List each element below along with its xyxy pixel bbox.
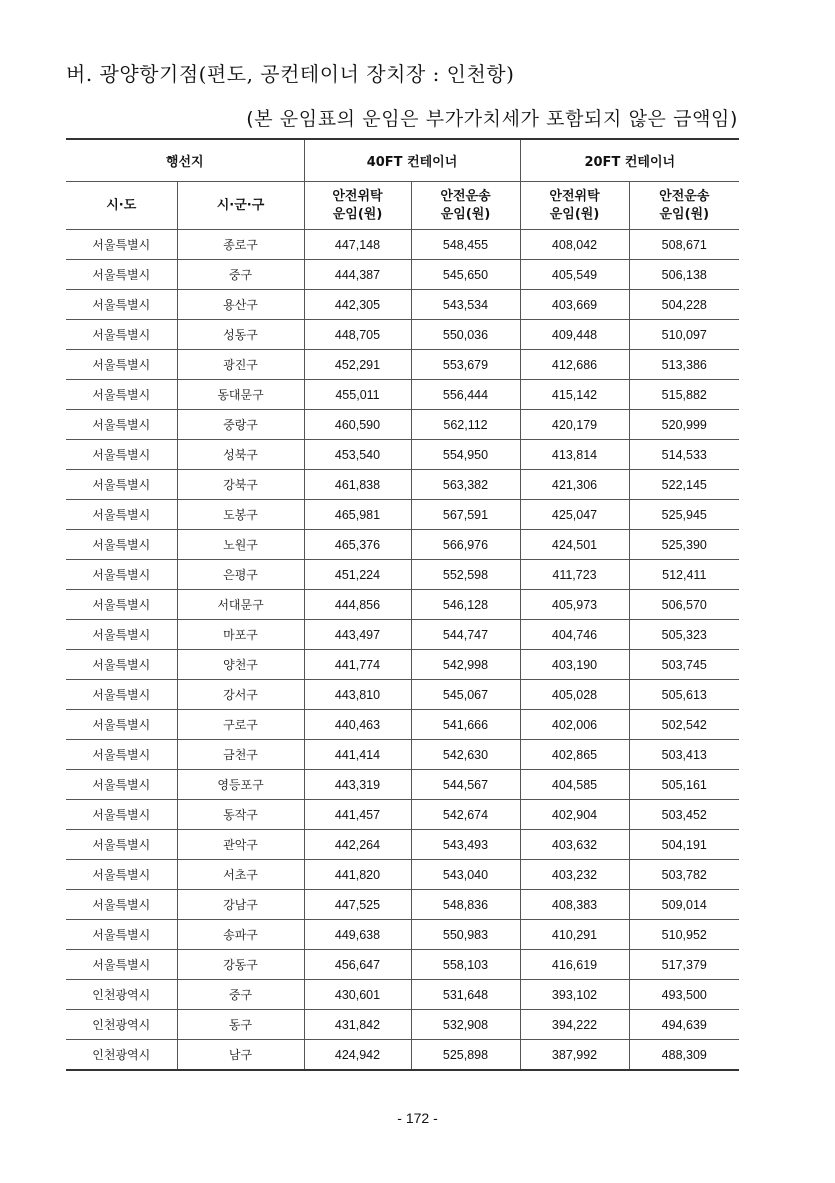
- cell-40ft-safe-consign: 440,463: [304, 710, 411, 740]
- cell-20ft-safe-consign: 387,992: [520, 1040, 629, 1071]
- cell-sigungu: 관악구: [177, 830, 304, 860]
- header-row-columns: [66, 182, 739, 230]
- cell-sigungu: 강남구: [177, 890, 304, 920]
- cell-20ft-safe-consign: 416,619: [520, 950, 629, 980]
- cell-sido: 서울특별시: [66, 530, 177, 560]
- cell-sigungu: 광진구: [177, 350, 304, 380]
- cell-20ft-safe-transport: 506,570: [629, 590, 739, 620]
- cell-40ft-safe-transport: 546,128: [411, 590, 520, 620]
- cell-40ft-safe-consign: 443,319: [304, 770, 411, 800]
- cell-20ft-safe-consign: 393,102: [520, 980, 629, 1010]
- cell-20ft-safe-transport: 517,379: [629, 950, 739, 980]
- cell-40ft-safe-transport: 548,836: [411, 890, 520, 920]
- cell-40ft-safe-transport: 544,747: [411, 620, 520, 650]
- cell-20ft-safe-transport: 505,613: [629, 680, 739, 710]
- cell-20ft-safe-transport: 488,309: [629, 1040, 739, 1071]
- cell-40ft-safe-transport: 552,598: [411, 560, 520, 590]
- cell-20ft-safe-transport: 512,411: [629, 560, 739, 590]
- cell-40ft-safe-transport: 543,534: [411, 290, 520, 320]
- cell-sido: 서울특별시: [66, 860, 177, 890]
- cell-40ft-safe-consign: 444,387: [304, 260, 411, 290]
- cell-20ft-safe-transport: 508,671: [629, 230, 739, 260]
- cell-40ft-safe-transport: 554,950: [411, 440, 520, 470]
- cell-20ft-safe-transport: 505,323: [629, 620, 739, 650]
- freight-rate-table: [66, 138, 739, 1071]
- cell-sigungu: 동구: [177, 1010, 304, 1040]
- cell-40ft-safe-transport: 545,650: [411, 260, 520, 290]
- cell-40ft-safe-consign: 447,525: [304, 890, 411, 920]
- table-row: [66, 860, 739, 890]
- header-20ft: 20FT 컨테이너: [520, 139, 739, 182]
- cell-20ft-safe-consign: 405,028: [520, 680, 629, 710]
- cell-sigungu: 구로구: [177, 710, 304, 740]
- cell-40ft-safe-consign: 465,376: [304, 530, 411, 560]
- table-row: [66, 830, 739, 860]
- cell-sigungu: 송파구: [177, 920, 304, 950]
- cell-20ft-safe-transport: 503,782: [629, 860, 739, 890]
- table-row: [66, 470, 739, 500]
- cell-40ft-safe-transport: 545,067: [411, 680, 520, 710]
- cell-20ft-safe-transport: 506,138: [629, 260, 739, 290]
- table-row: [66, 620, 739, 650]
- cell-sido: 서울특별시: [66, 440, 177, 470]
- cell-40ft-safe-consign: 449,638: [304, 920, 411, 950]
- cell-40ft-safe-transport: 532,908: [411, 1010, 520, 1040]
- cell-40ft-safe-transport: 567,591: [411, 500, 520, 530]
- table-row: [66, 230, 739, 260]
- cell-20ft-safe-consign: 403,632: [520, 830, 629, 860]
- table-row: [66, 350, 739, 380]
- cell-sido: 서울특별시: [66, 680, 177, 710]
- cell-sido: 서울특별시: [66, 230, 177, 260]
- cell-sido: 서울특별시: [66, 770, 177, 800]
- cell-20ft-safe-consign: 402,865: [520, 740, 629, 770]
- cell-sigungu: 용산구: [177, 290, 304, 320]
- table-row: [66, 770, 739, 800]
- cell-sido: 서울특별시: [66, 290, 177, 320]
- cell-40ft-safe-consign: 451,224: [304, 560, 411, 590]
- cell-40ft-safe-consign: 430,601: [304, 980, 411, 1010]
- cell-20ft-safe-consign: 413,814: [520, 440, 629, 470]
- cell-40ft-safe-consign: 448,705: [304, 320, 411, 350]
- cell-sido: 서울특별시: [66, 500, 177, 530]
- cell-40ft-safe-consign: 455,011: [304, 380, 411, 410]
- cell-40ft-safe-transport: 542,998: [411, 650, 520, 680]
- header-40ft-safe-transport: 안전운송 운임(원): [411, 182, 520, 230]
- cell-40ft-safe-transport: 550,983: [411, 920, 520, 950]
- cell-20ft-safe-transport: 520,999: [629, 410, 739, 440]
- cell-40ft-safe-consign: 443,497: [304, 620, 411, 650]
- cell-40ft-safe-transport: 566,976: [411, 530, 520, 560]
- cell-sigungu: 성동구: [177, 320, 304, 350]
- cell-sigungu: 서대문구: [177, 590, 304, 620]
- header-destination: 행선지: [66, 139, 304, 182]
- cell-sigungu: 서초구: [177, 860, 304, 890]
- table-row: [66, 530, 739, 560]
- cell-40ft-safe-consign: 452,291: [304, 350, 411, 380]
- cell-40ft-safe-consign: 447,148: [304, 230, 411, 260]
- cell-40ft-safe-consign: 461,838: [304, 470, 411, 500]
- cell-sido: 서울특별시: [66, 650, 177, 680]
- cell-20ft-safe-transport: 513,386: [629, 350, 739, 380]
- cell-40ft-safe-transport: 541,666: [411, 710, 520, 740]
- table-row: [66, 560, 739, 590]
- header-sigungu: 시·군·구: [177, 182, 304, 230]
- cell-sigungu: 마포구: [177, 620, 304, 650]
- cell-sido: 서울특별시: [66, 920, 177, 950]
- header-20ft-safe-transport: 안전운송 운임(원): [629, 182, 739, 230]
- table-row: [66, 980, 739, 1010]
- cell-20ft-safe-transport: 494,639: [629, 1010, 739, 1040]
- cell-40ft-safe-consign: 431,842: [304, 1010, 411, 1040]
- cell-20ft-safe-transport: 503,745: [629, 650, 739, 680]
- cell-sido: 인천광역시: [66, 980, 177, 1010]
- cell-20ft-safe-consign: 409,448: [520, 320, 629, 350]
- cell-sido: 서울특별시: [66, 710, 177, 740]
- cell-40ft-safe-transport: 550,036: [411, 320, 520, 350]
- cell-40ft-safe-transport: 525,898: [411, 1040, 520, 1071]
- cell-20ft-safe-consign: 404,746: [520, 620, 629, 650]
- cell-20ft-safe-transport: 503,452: [629, 800, 739, 830]
- cell-20ft-safe-consign: 408,042: [520, 230, 629, 260]
- table-row: [66, 380, 739, 410]
- cell-sigungu: 중랑구: [177, 410, 304, 440]
- cell-40ft-safe-consign: 424,942: [304, 1040, 411, 1071]
- cell-sigungu: 도봉구: [177, 500, 304, 530]
- cell-20ft-safe-transport: 525,945: [629, 500, 739, 530]
- cell-40ft-safe-consign: 442,264: [304, 830, 411, 860]
- cell-40ft-safe-transport: 543,493: [411, 830, 520, 860]
- cell-sigungu: 노원구: [177, 530, 304, 560]
- header-40ft: 40FT 컨테이너: [304, 139, 520, 182]
- cell-40ft-safe-transport: 556,444: [411, 380, 520, 410]
- cell-20ft-safe-consign: 415,142: [520, 380, 629, 410]
- table-row: [66, 740, 739, 770]
- cell-20ft-safe-consign: 404,585: [520, 770, 629, 800]
- table-row: [66, 710, 739, 740]
- cell-40ft-safe-transport: 563,382: [411, 470, 520, 500]
- cell-20ft-safe-transport: 502,542: [629, 710, 739, 740]
- cell-20ft-safe-transport: 525,390: [629, 530, 739, 560]
- cell-sigungu: 중구: [177, 980, 304, 1010]
- table-row: [66, 410, 739, 440]
- cell-20ft-safe-consign: 411,723: [520, 560, 629, 590]
- cell-20ft-safe-consign: 421,306: [520, 470, 629, 500]
- table-row: [66, 1040, 739, 1071]
- table-row: [66, 290, 739, 320]
- cell-sigungu: 동작구: [177, 800, 304, 830]
- page-number: - 172 -: [397, 1110, 438, 1126]
- cell-sido: 서울특별시: [66, 350, 177, 380]
- cell-40ft-safe-transport: 548,455: [411, 230, 520, 260]
- cell-40ft-safe-consign: 460,590: [304, 410, 411, 440]
- header-row-group: [66, 139, 739, 182]
- cell-40ft-safe-transport: 531,648: [411, 980, 520, 1010]
- cell-40ft-safe-consign: 442,305: [304, 290, 411, 320]
- cell-sigungu: 성북구: [177, 440, 304, 470]
- cell-20ft-safe-consign: 403,190: [520, 650, 629, 680]
- cell-20ft-safe-consign: 410,291: [520, 920, 629, 950]
- cell-sigungu: 강동구: [177, 950, 304, 980]
- cell-sido: 서울특별시: [66, 320, 177, 350]
- cell-sigungu: 종로구: [177, 230, 304, 260]
- cell-sido: 서울특별시: [66, 260, 177, 290]
- cell-sido: 서울특별시: [66, 410, 177, 440]
- cell-40ft-safe-consign: 456,647: [304, 950, 411, 980]
- cell-20ft-safe-consign: 394,222: [520, 1010, 629, 1040]
- cell-20ft-safe-consign: 424,501: [520, 530, 629, 560]
- cell-sigungu: 영등포구: [177, 770, 304, 800]
- cell-20ft-safe-consign: 403,232: [520, 860, 629, 890]
- cell-40ft-safe-consign: 443,810: [304, 680, 411, 710]
- cell-40ft-safe-transport: 553,679: [411, 350, 520, 380]
- cell-20ft-safe-transport: 504,191: [629, 830, 739, 860]
- cell-20ft-safe-consign: 412,686: [520, 350, 629, 380]
- cell-40ft-safe-transport: 558,103: [411, 950, 520, 980]
- cell-40ft-safe-transport: 542,630: [411, 740, 520, 770]
- cell-sido: 서울특별시: [66, 620, 177, 650]
- cell-40ft-safe-consign: 441,457: [304, 800, 411, 830]
- cell-sido: 서울특별시: [66, 590, 177, 620]
- cell-20ft-safe-transport: 522,145: [629, 470, 739, 500]
- cell-20ft-safe-consign: 425,047: [520, 500, 629, 530]
- cell-20ft-safe-consign: 402,006: [520, 710, 629, 740]
- cell-sido: 서울특별시: [66, 890, 177, 920]
- table-row: [66, 1010, 739, 1040]
- cell-20ft-safe-consign: 420,179: [520, 410, 629, 440]
- cell-20ft-safe-transport: 515,882: [629, 380, 739, 410]
- cell-20ft-safe-transport: 514,533: [629, 440, 739, 470]
- vat-note: (본 운임표의 운임은 부가가치세가 포함되지 않은 금액임): [246, 108, 738, 130]
- cell-sido: 인천광역시: [66, 1040, 177, 1071]
- cell-sido: 서울특별시: [66, 470, 177, 500]
- table-body: [66, 230, 739, 1071]
- cell-sido: 서울특별시: [66, 950, 177, 980]
- cell-sido: 서울특별시: [66, 380, 177, 410]
- table-row: [66, 890, 739, 920]
- cell-40ft-safe-transport: 542,674: [411, 800, 520, 830]
- cell-20ft-safe-transport: 504,228: [629, 290, 739, 320]
- cell-20ft-safe-consign: 405,973: [520, 590, 629, 620]
- table-row: [66, 500, 739, 530]
- cell-20ft-safe-transport: 510,097: [629, 320, 739, 350]
- cell-40ft-safe-consign: 453,540: [304, 440, 411, 470]
- header-40ft-safe-consign: 안전위탁 운임(원): [304, 182, 411, 230]
- header-20ft-safe-consign: 안전위탁 운임(원): [520, 182, 629, 230]
- cell-sigungu: 강서구: [177, 680, 304, 710]
- cell-20ft-safe-consign: 408,383: [520, 890, 629, 920]
- table-row: [66, 800, 739, 830]
- cell-sigungu: 중구: [177, 260, 304, 290]
- cell-sido: 서울특별시: [66, 560, 177, 590]
- cell-sigungu: 금천구: [177, 740, 304, 770]
- section-title: 버. 광양항기점(편도, 공컨테이너 장치장 : 인천항): [66, 62, 515, 86]
- cell-40ft-safe-transport: 543,040: [411, 860, 520, 890]
- table-row: [66, 440, 739, 470]
- cell-20ft-safe-transport: 509,014: [629, 890, 739, 920]
- table-row: [66, 680, 739, 710]
- header-sido: 시·도: [66, 182, 177, 230]
- cell-40ft-safe-consign: 441,774: [304, 650, 411, 680]
- cell-sigungu: 은평구: [177, 560, 304, 590]
- table-row: [66, 320, 739, 350]
- cell-20ft-safe-transport: 493,500: [629, 980, 739, 1010]
- cell-40ft-safe-consign: 444,856: [304, 590, 411, 620]
- cell-40ft-safe-transport: 544,567: [411, 770, 520, 800]
- cell-sigungu: 강북구: [177, 470, 304, 500]
- cell-sido: 서울특별시: [66, 740, 177, 770]
- cell-sido: 인천광역시: [66, 1010, 177, 1040]
- cell-20ft-safe-consign: 403,669: [520, 290, 629, 320]
- cell-sigungu: 남구: [177, 1040, 304, 1071]
- cell-40ft-safe-consign: 441,820: [304, 860, 411, 890]
- cell-20ft-safe-consign: 402,904: [520, 800, 629, 830]
- cell-20ft-safe-consign: 405,549: [520, 260, 629, 290]
- cell-40ft-safe-consign: 465,981: [304, 500, 411, 530]
- table-row: [66, 950, 739, 980]
- cell-sido: 서울특별시: [66, 800, 177, 830]
- table-row: [66, 920, 739, 950]
- cell-sigungu: 양천구: [177, 650, 304, 680]
- cell-sigungu: 동대문구: [177, 380, 304, 410]
- table-row: [66, 650, 739, 680]
- cell-20ft-safe-transport: 510,952: [629, 920, 739, 950]
- cell-20ft-safe-transport: 505,161: [629, 770, 739, 800]
- cell-40ft-safe-transport: 562,112: [411, 410, 520, 440]
- table-row: [66, 260, 739, 290]
- cell-sido: 서울특별시: [66, 830, 177, 860]
- table-row: [66, 590, 739, 620]
- cell-40ft-safe-consign: 441,414: [304, 740, 411, 770]
- cell-20ft-safe-transport: 503,413: [629, 740, 739, 770]
